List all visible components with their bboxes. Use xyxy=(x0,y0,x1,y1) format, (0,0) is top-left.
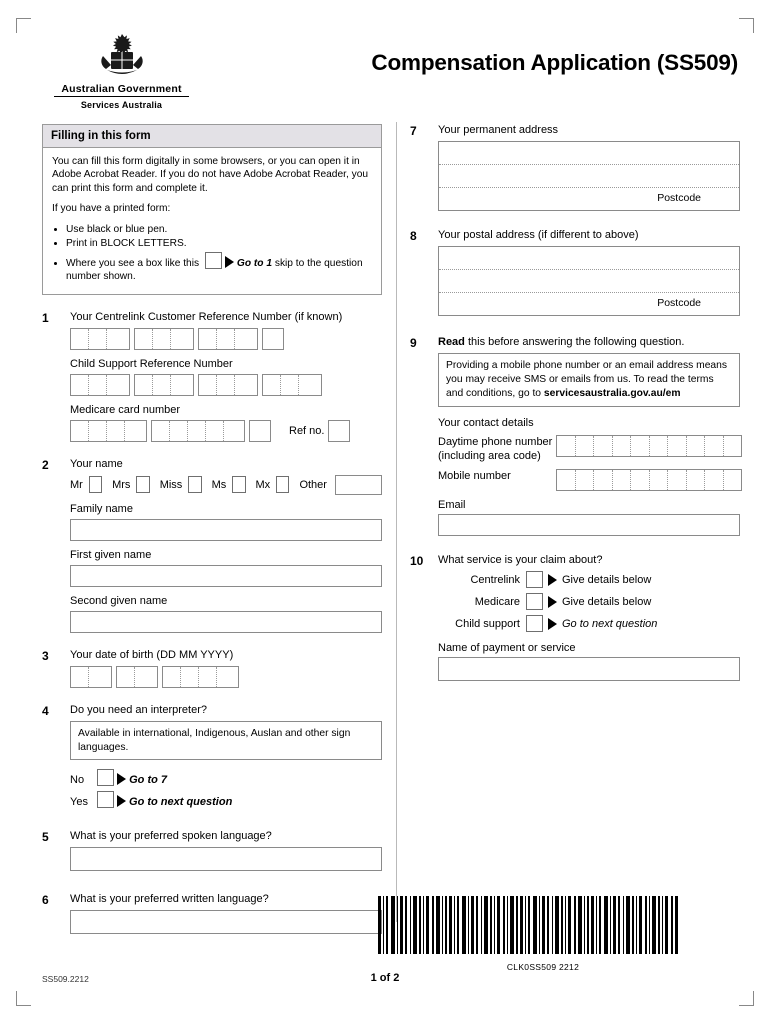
family-name-input[interactable] xyxy=(70,519,382,541)
question-8 xyxy=(410,229,740,316)
family-name-label: Family name xyxy=(70,502,133,515)
daytime-phone-label-line2: (including area code) xyxy=(438,449,541,462)
ref-no-label: Ref no. xyxy=(289,424,325,437)
title-option-mr-checkbox[interactable] xyxy=(89,476,102,493)
two-column-body xyxy=(32,124,738,974)
question-3-number: 3 xyxy=(42,648,49,663)
written-language-input[interactable] xyxy=(70,910,382,934)
question-5-text: What is your preferred spoken language? xyxy=(70,830,272,843)
coat-of-arms-icon xyxy=(93,32,151,82)
filling-bullet-3-pre: Where you see a box like this xyxy=(66,257,200,269)
question-6 xyxy=(42,893,382,934)
title-options xyxy=(70,475,382,495)
right-column xyxy=(410,124,740,681)
question-4-number: 4 xyxy=(42,703,49,718)
filling-bullet-3 xyxy=(66,252,372,284)
form-code: SS509.2212 xyxy=(42,974,89,984)
question-1-text: Your Centrelink Customer Reference Number (if known) xyxy=(70,310,343,323)
question-1-label-2: Child Support Reference Number xyxy=(70,357,233,370)
filling-in-this-form-box xyxy=(42,124,382,295)
title-option-miss-label: Miss xyxy=(159,478,183,491)
contact-note-link: servicesaustralia.gov.au/em xyxy=(543,387,681,399)
child-support-reference-input[interactable] xyxy=(70,374,382,396)
service-medicare-action: Give details below xyxy=(562,595,652,608)
service-medicare-label: Medicare xyxy=(474,595,520,608)
title-option-ms-label: Ms xyxy=(211,478,227,491)
title-option-ms-checkbox[interactable] xyxy=(232,476,245,493)
second-given-name-label: Second given name xyxy=(70,594,168,607)
page-title: Compensation Application (SS509) xyxy=(371,50,738,75)
filling-para-1: You can fill this form digitally in some browsers, or you can open it in Adobe Acrobat Reader. If you do not have Adobe Acrobat Reader, you can print this form and complete it. xyxy=(52,156,369,194)
question-2-text: Your name xyxy=(70,457,123,470)
question-8-text: Your postal address (if different to above) xyxy=(438,229,639,241)
title-option-mr-label: Mr xyxy=(70,478,83,491)
question-3-text: Your date of birth (DD MM YYYY) xyxy=(70,648,234,661)
service-row-child-support xyxy=(438,615,740,632)
question-9-number: 9 xyxy=(410,336,417,350)
question-6-number: 6 xyxy=(42,893,49,908)
question-4-text: Do you need an interpreter? xyxy=(70,703,207,716)
example-tickbox xyxy=(205,252,222,269)
service-child-support-label: Child support xyxy=(455,617,520,630)
payment-or-service-label: Name of payment or service xyxy=(438,642,576,655)
read-rest: this before answering the following question. xyxy=(464,336,685,348)
service-centrelink-action: Give details below xyxy=(562,573,652,586)
first-given-name-input[interactable] xyxy=(70,565,382,587)
title-other-input[interactable] xyxy=(335,475,382,495)
daytime-phone-row xyxy=(438,435,740,464)
question-1 xyxy=(42,311,382,442)
question-9-text xyxy=(438,336,740,348)
question-1-label-3: Medicare card number xyxy=(70,403,181,416)
question-2 xyxy=(42,458,382,633)
question-5 xyxy=(42,830,382,871)
barcode-image xyxy=(378,896,678,954)
crop-mark-bottom-right xyxy=(739,991,754,1006)
service-row-medicare xyxy=(438,593,740,610)
goto-arrow-icon xyxy=(225,256,234,268)
service-child-support-action: Go to next question xyxy=(562,617,658,630)
question-3 xyxy=(42,649,382,688)
australian-government-crest xyxy=(54,32,189,110)
interpreter-no-label: No xyxy=(70,774,85,787)
column-divider xyxy=(396,122,397,922)
mobile-number-row xyxy=(438,469,740,491)
filling-body xyxy=(43,148,381,294)
date-of-birth-input[interactable] xyxy=(70,666,382,688)
question-6-text: What is your preferred written language? xyxy=(70,893,269,906)
service-row-centrelink xyxy=(438,571,740,588)
mobile-number-label: Mobile number xyxy=(438,470,511,483)
service-centrelink-label: Centrelink xyxy=(470,573,520,586)
payment-or-service-input[interactable] xyxy=(438,657,740,681)
mobile-number-input[interactable] xyxy=(556,469,742,491)
question-10-text: What service is your claim about? xyxy=(438,554,603,567)
goto-arrow-icon xyxy=(548,596,557,608)
title-option-other-label: Other xyxy=(299,478,327,491)
title-option-mrs-label: Mrs xyxy=(112,478,131,491)
filling-bullets xyxy=(52,223,372,284)
filling-para-2: If you have a printed form: xyxy=(52,203,171,215)
title-option-mx-checkbox[interactable] xyxy=(276,476,289,493)
page-footer xyxy=(32,972,738,994)
barcode-number: CLK0SS509 2212 xyxy=(506,962,580,972)
service-child-support-checkbox[interactable] xyxy=(526,615,543,632)
crop-mark-top-left xyxy=(16,18,31,33)
filling-bullet-2: • Print in BLOCK LETTERS. xyxy=(66,237,372,250)
page-number: 1 of 2 xyxy=(370,972,400,984)
spoken-language-input[interactable] xyxy=(70,847,382,871)
crn-input[interactable] xyxy=(70,328,382,350)
goto-arrow-icon xyxy=(117,795,126,807)
question-1-number: 1 xyxy=(42,310,49,325)
title-option-miss-checkbox[interactable] xyxy=(188,476,201,493)
goto-arrow-icon xyxy=(548,618,557,630)
interpreter-yes-row xyxy=(70,791,382,808)
contact-details-heading: Your contact details xyxy=(438,416,534,429)
agency-line: Services Australia xyxy=(80,100,163,110)
title-option-mrs-checkbox[interactable] xyxy=(136,476,149,493)
interpreter-note: Available in international, Indigenous, Auslan and other sign languages. xyxy=(70,721,382,761)
contact-note-text: Providing a mobile phone number or an email address means you may receive SMS or emails from us. To read the terms and conditions, go to xyxy=(446,360,728,399)
question-10 xyxy=(410,554,740,681)
interpreter-no-row xyxy=(70,769,382,786)
service-medicare-checkbox[interactable] xyxy=(526,593,543,610)
question-4 xyxy=(42,704,382,809)
interpreter-no-goto: Go to 7 xyxy=(129,774,168,787)
gov-line: Australian Government xyxy=(54,83,189,97)
filling-bullet-1: • Use black or blue pen. xyxy=(66,223,372,236)
question-5-number: 5 xyxy=(42,830,49,845)
postal-address-input[interactable] xyxy=(438,246,740,316)
contact-privacy-note xyxy=(438,353,740,407)
question-7-number: 7 xyxy=(410,124,417,138)
email-label: Email xyxy=(438,499,466,512)
postal-postcode-label: Postcode xyxy=(657,297,701,309)
interpreter-no-checkbox[interactable] xyxy=(97,769,114,786)
page-content xyxy=(32,30,738,974)
goto-arrow-icon xyxy=(117,773,126,785)
barcode-area xyxy=(378,896,708,972)
interpreter-yes-checkbox[interactable] xyxy=(97,791,114,808)
crop-mark-top-right xyxy=(739,18,754,33)
filling-bullet-3-goto: Go to 1 xyxy=(236,257,273,269)
read-bold: Read xyxy=(438,336,465,348)
service-centrelink-checkbox[interactable] xyxy=(526,571,543,588)
filling-heading: Filling in this form xyxy=(43,125,381,148)
question-7 xyxy=(410,124,740,211)
filling-bullet-3-post: skip to the question number shown. xyxy=(66,257,363,283)
second-given-name-input[interactable] xyxy=(70,611,382,633)
interpreter-yes-goto: Go to next question xyxy=(129,796,233,809)
interpreter-yes-label: Yes xyxy=(70,796,88,809)
goto-arrow-icon xyxy=(548,574,557,586)
daytime-phone-input[interactable] xyxy=(556,435,742,457)
question-7-text: Your permanent address xyxy=(438,124,559,136)
question-8-number: 8 xyxy=(410,229,417,243)
left-column xyxy=(42,124,382,934)
first-given-name-label: First given name xyxy=(70,548,152,561)
crop-mark-bottom-left xyxy=(16,991,31,1006)
title-option-mx-label: Mx xyxy=(255,478,271,491)
daytime-phone-label-line1: Daytime phone number xyxy=(438,435,553,448)
permanent-address-input[interactable] xyxy=(438,141,740,211)
question-2-number: 2 xyxy=(42,457,49,472)
permanent-postcode-label: Postcode xyxy=(657,192,701,204)
question-9 xyxy=(410,336,740,536)
question-10-number: 10 xyxy=(410,554,424,569)
medicare-card-input[interactable] xyxy=(70,420,382,442)
page-header xyxy=(32,30,738,110)
email-input[interactable] xyxy=(438,514,740,536)
